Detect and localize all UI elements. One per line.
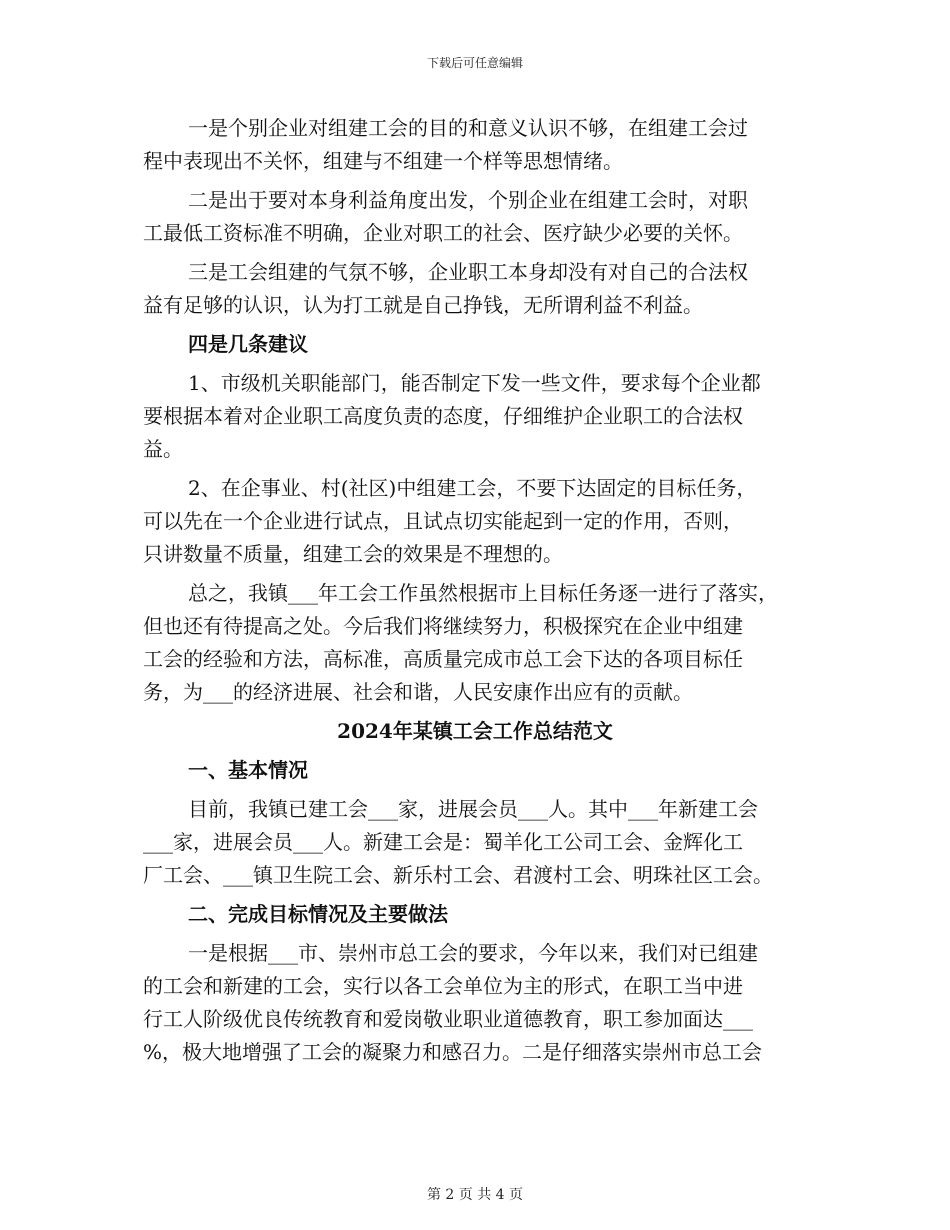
paragraph-line: 可以先在一个企业进行试点，且试点切实能起到一定的作用，否则， (143, 509, 743, 533)
paragraph-line: 一是个别企业对组建工会的目的和意义认识不够，在组建工会过 (188, 116, 748, 140)
paragraph-line: 工会的经验和方法，高标准，高质量完成市总工会下达的各项目标任 (143, 647, 743, 671)
page-footer: 第 2 页 共 4 页 (426, 1187, 524, 1203)
paragraph-line: ___家，进展会员___人。新建工会是：蜀羊化工公司工会、金辉化工 (143, 830, 743, 854)
paragraph-line: 总之，我镇___年工会工作虽然根据市上目标任务逐一进行了落实， (188, 581, 778, 605)
paragraph-line: 要根据本着对企业职工高度负责的态度，仔细维护企业职工的合法权 (143, 404, 743, 428)
paragraph-line: 一是根据___市、崇州市总工会的要求，今年以来，我们对已组建 (188, 941, 758, 965)
paragraph-line: 但也还有待提高之处。今后我们将继续努力，积极探究在企业中组建 (143, 614, 743, 638)
paragraph-line: 程中表现出不关怀，组建与不组建一个样等思想情绪。 (143, 149, 623, 173)
paragraph-line: 1、市级机关职能部门，能否制定下发一些文件，要求每个企业都 (188, 371, 761, 395)
paragraph-line: 益有足够的认识，认为打工就是自己挣钱，无所谓利益不利益。 (143, 293, 703, 317)
paragraph-line: %，极大地增强了工会的凝聚力和感召力。二是仔细落实崇州市总工会 (143, 1040, 763, 1064)
paragraph-line: 只讲数量不质量，组建工会的效果是不理想的。 (143, 542, 563, 566)
section-heading: 一、基本情况 (188, 758, 308, 782)
paragraph-line: 二是出于要对本身利益角度出发，个别企业在组建工会时，对职 (188, 188, 748, 212)
paragraph-line: 目前，我镇已建工会___家，进展会员___人。其中___年新建工会 (188, 797, 758, 821)
page-header: 下载后可任意编辑 (426, 56, 523, 70)
paragraph-line: 厂工会、___镇卫生院工会、新乐村工会、君渡村工会、明珠社区工会。 (143, 863, 773, 887)
paragraph-line: 益。 (143, 437, 183, 461)
paragraph-line: 务，为___的经济进展、社会和谐，人民安康作出应有的贡献。 (143, 680, 693, 704)
paragraph-line: 工最低工资标准不明确，企业对职工的社会、医疗缺少必要的关怀。 (143, 221, 743, 245)
paragraph-line: 行工人阶级优良传统教育和爱岗敬业职业道德教育，职工参加面达___ (143, 1007, 753, 1031)
paragraph-line: 2、在企事业、村(社区)中组建工会，不要下达固定的目标任务， (188, 476, 757, 500)
section-heading: 二、完成目标情况及主要做法 (188, 902, 448, 926)
document-title: 2024年某镇工会工作总结范文 (337, 719, 613, 743)
paragraph-line: 的工会和新建的工会，实行以各工会单位为主的形式，在职工当中进 (143, 974, 743, 998)
paragraph-line: 三是工会组建的气氛不够，企业职工本身却没有对自己的合法权 (188, 260, 748, 284)
section-heading: 四是几条建议 (188, 332, 308, 356)
